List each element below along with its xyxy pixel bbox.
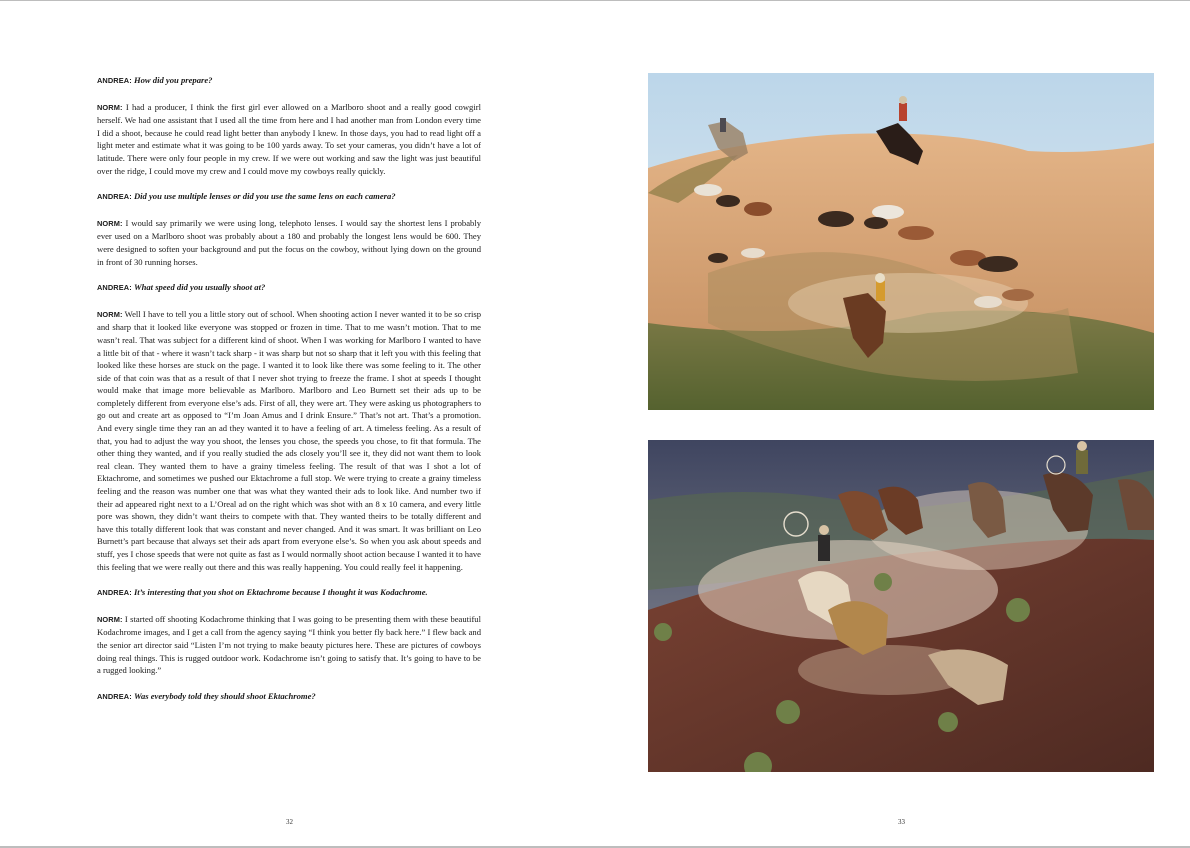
question-text: Did you use multiple lenses or did you use the same lens on each camera? (133, 191, 396, 202)
speaker-label: ANDREA: (97, 588, 132, 598)
answer-text: I had a producer, I think the first girl ever allowed on a Marlboro shoot and a really good cowgirl herself. We had one assistant that I used all the time from here and I had another man from London every time I did a shoot, because he could read light better than anybody I knew. In those days, you had to read light off a light meter and estimate what it was going to be 100 yards away. To set your cameras, you didn’t have a lot of latitude. There were only four people in my crew. If we were out working and saw the light was just beautiful over the ridge, I could move my crew and I could move my cowboys really quickly. (97, 101, 481, 176)
photo-cattle-dune (648, 73, 1154, 410)
answer-text: I started off shooting Kodachrome thinking that I was going to be presenting them with these beautiful Kodachrome images, and I get a call from the agency saying “I think you better fly back here.” I flew back and the senior art director said “Listen I’m not trying to make beauty pictures here. These are pictures of cowboys doing real things. This is rugged outdoor work. Kodachrome isn’t going to satisfy that. It’s going to have to be a rugged looking.” (97, 613, 481, 676)
question-text: It’s interesting that you shot on Ektachrome because I thought it was Kodachrome. (133, 587, 428, 598)
interview-answer (97, 308, 481, 573)
interview-question (97, 190, 481, 204)
interview-question (97, 690, 481, 704)
page-number-right: 33 (898, 818, 905, 826)
speaker-label: ANDREA: (97, 192, 132, 202)
question-text: How did you prepare? (133, 75, 213, 85)
interview-question (97, 281, 481, 295)
speaker-label: ANDREA: (97, 691, 132, 701)
speaker-label: NORM: (97, 614, 123, 624)
speaker-label: NORM: (97, 102, 123, 112)
interview-answer (97, 217, 481, 268)
photo-horses-hillside (648, 440, 1154, 772)
top-border (0, 0, 1190, 1)
interview-answer (97, 613, 481, 677)
question-text: What speed did you usually shoot at? (133, 282, 266, 293)
speaker-label: ANDREA: (97, 76, 132, 85)
speaker-label: ANDREA: (97, 283, 132, 293)
speaker-label: NORM: (97, 309, 123, 319)
interview-question (97, 586, 481, 600)
interview-answer (97, 101, 481, 178)
answer-text: I would say primarily we were using long, telephoto lenses. I would say the shortest lens I probably ever used on a Marlboro shoot was probably about a 180 and probably the longest lens would be 600. They were designed to soften your background and put the focus on the cowboy, without lying down on the ground in front of 30 running horses. (97, 217, 481, 267)
answer-text: Well I have to tell you a little story out of school. When shooting action I never wanted it to be so crisp and sharp that it looked like everyone was stopped or frozen in time. That to me wasn’t motion. That to me wasn’t real. That was subject for a different kind of shoot. When I was working for Marlboro I wanted to have a little bit of that - where it wasn’t tack sharp - it was sharp but not so sharp that it left you with this feeling that looked like these horses are stuck on the page. I wanted it to look like there was some feeling to it. The other side of that coin was that as a result of that I never shot trying to freeze the frame. I shot at speeds I thought would make that image more believable as Marlboro. Marlboro and Leo Burnett set their ads up to be completely different from everyone else’s ads. First of all, they were art. They were asking us photographers to go out and create art as opposed to “I’m Joan Amus and I drink Ensure.” That’s not art. That’s a promotion. And every single time they ran an ad they wanted it to have a feeling of art. A timeless feeling. As a result of that, you had to adjust the way you shoot, the lenses you chose, the speeds you chose, to fit that formula. The other thing they wanted, and if you really studied the ads closely you’ll see it, they did not want them to look real clean. They wanted them to have a grainy timeless feeling. The result of that was I shot a lot of Ektachrome, and sometimes we pushed our Ektachrome a full stop. We were trying to create a grainy timeless feeling and the reason was number one that was what they wanted their ads to look like. And number two if their ad appeared right next to a L’Oreal ad on the right which was shot with an 8 x 10 camera, and every little pore was shown, they didn’t want theirs to compete with that. They wanted theirs to be totally different and have this totally different look that was constant and never changed. And it was smart. It was brilliant on Leo Burnett’s part because that always set their ads apart from everyone else’s. So when you ask about speeds and stuff, yes I chose speeds that were not quite as fast as I would normally shoot action because I wanted it to have this feeling that we were really out there and this was really happening. You could really feel it happening. (97, 308, 481, 572)
interview-text-column (97, 74, 481, 716)
question-text: Was everybody told they should shoot Ektachrome? (133, 690, 316, 701)
page-number-left: 32 (286, 818, 293, 826)
speaker-label: NORM: (97, 218, 123, 228)
interview-question (97, 74, 481, 88)
